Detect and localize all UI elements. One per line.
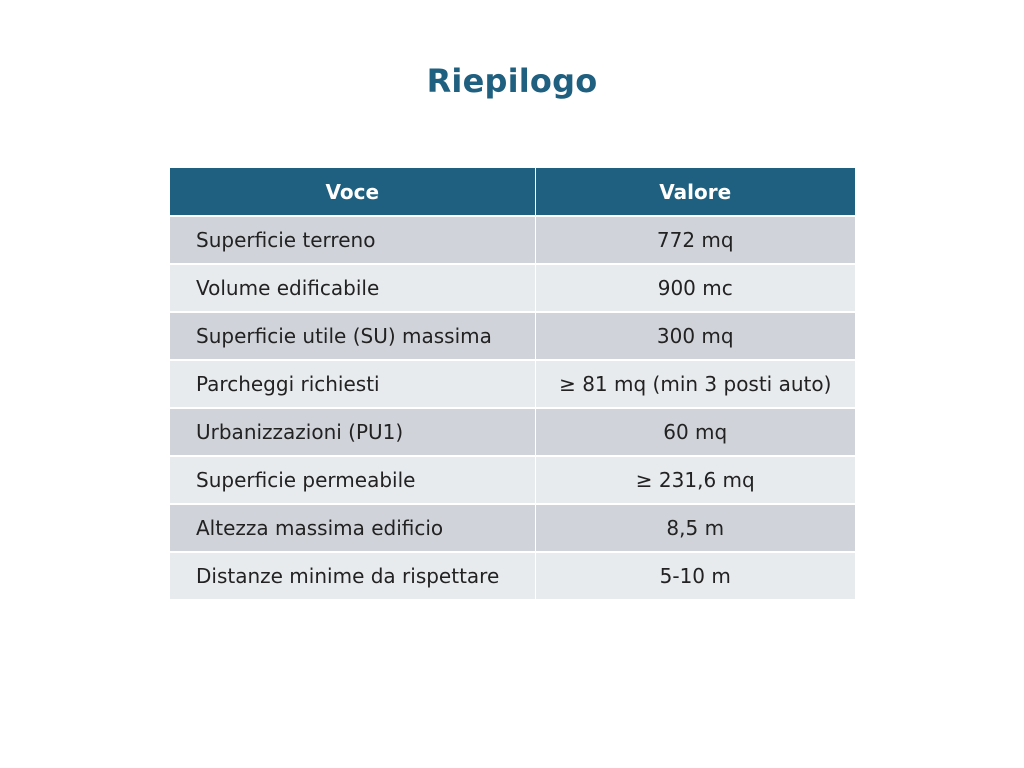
table-row (170, 408, 855, 456)
table-row (170, 552, 855, 600)
table-row (170, 216, 855, 264)
column-header-voce: Voce (170, 168, 535, 216)
cell-voce: Distanze minime da rispettare (170, 552, 535, 600)
cell-voce: Volume edificabile (170, 264, 535, 312)
column-header-valore: Valore (535, 168, 855, 216)
cell-voce: Superficie permeabile (170, 456, 535, 504)
table-row (170, 504, 855, 552)
cell-valore: ≥ 231,6 mq (535, 456, 855, 504)
cell-valore: 772 mq (535, 216, 855, 264)
table-header-row (170, 168, 855, 216)
cell-voce: Parcheggi richiesti (170, 360, 535, 408)
table-row (170, 360, 855, 408)
page-title: Riepilogo (426, 62, 598, 100)
table-row (170, 456, 855, 504)
cell-voce: Urbanizzazioni (PU1) (170, 408, 535, 456)
cell-valore: 60 mq (535, 408, 855, 456)
cell-voce: Superficie utile (SU) massima (170, 312, 535, 360)
cell-valore: 300 mq (535, 312, 855, 360)
cell-valore: ≥ 81 mq (min 3 posti auto) (535, 360, 855, 408)
cell-valore: 8,5 m (535, 504, 855, 552)
cell-valore: 5-10 m (535, 552, 855, 600)
table-row (170, 312, 855, 360)
table-row (170, 264, 855, 312)
summary-table (170, 168, 855, 601)
cell-voce: Altezza massima edificio (170, 504, 535, 552)
cell-voce: Superficie terreno (170, 216, 535, 264)
cell-valore: 900 mc (535, 264, 855, 312)
